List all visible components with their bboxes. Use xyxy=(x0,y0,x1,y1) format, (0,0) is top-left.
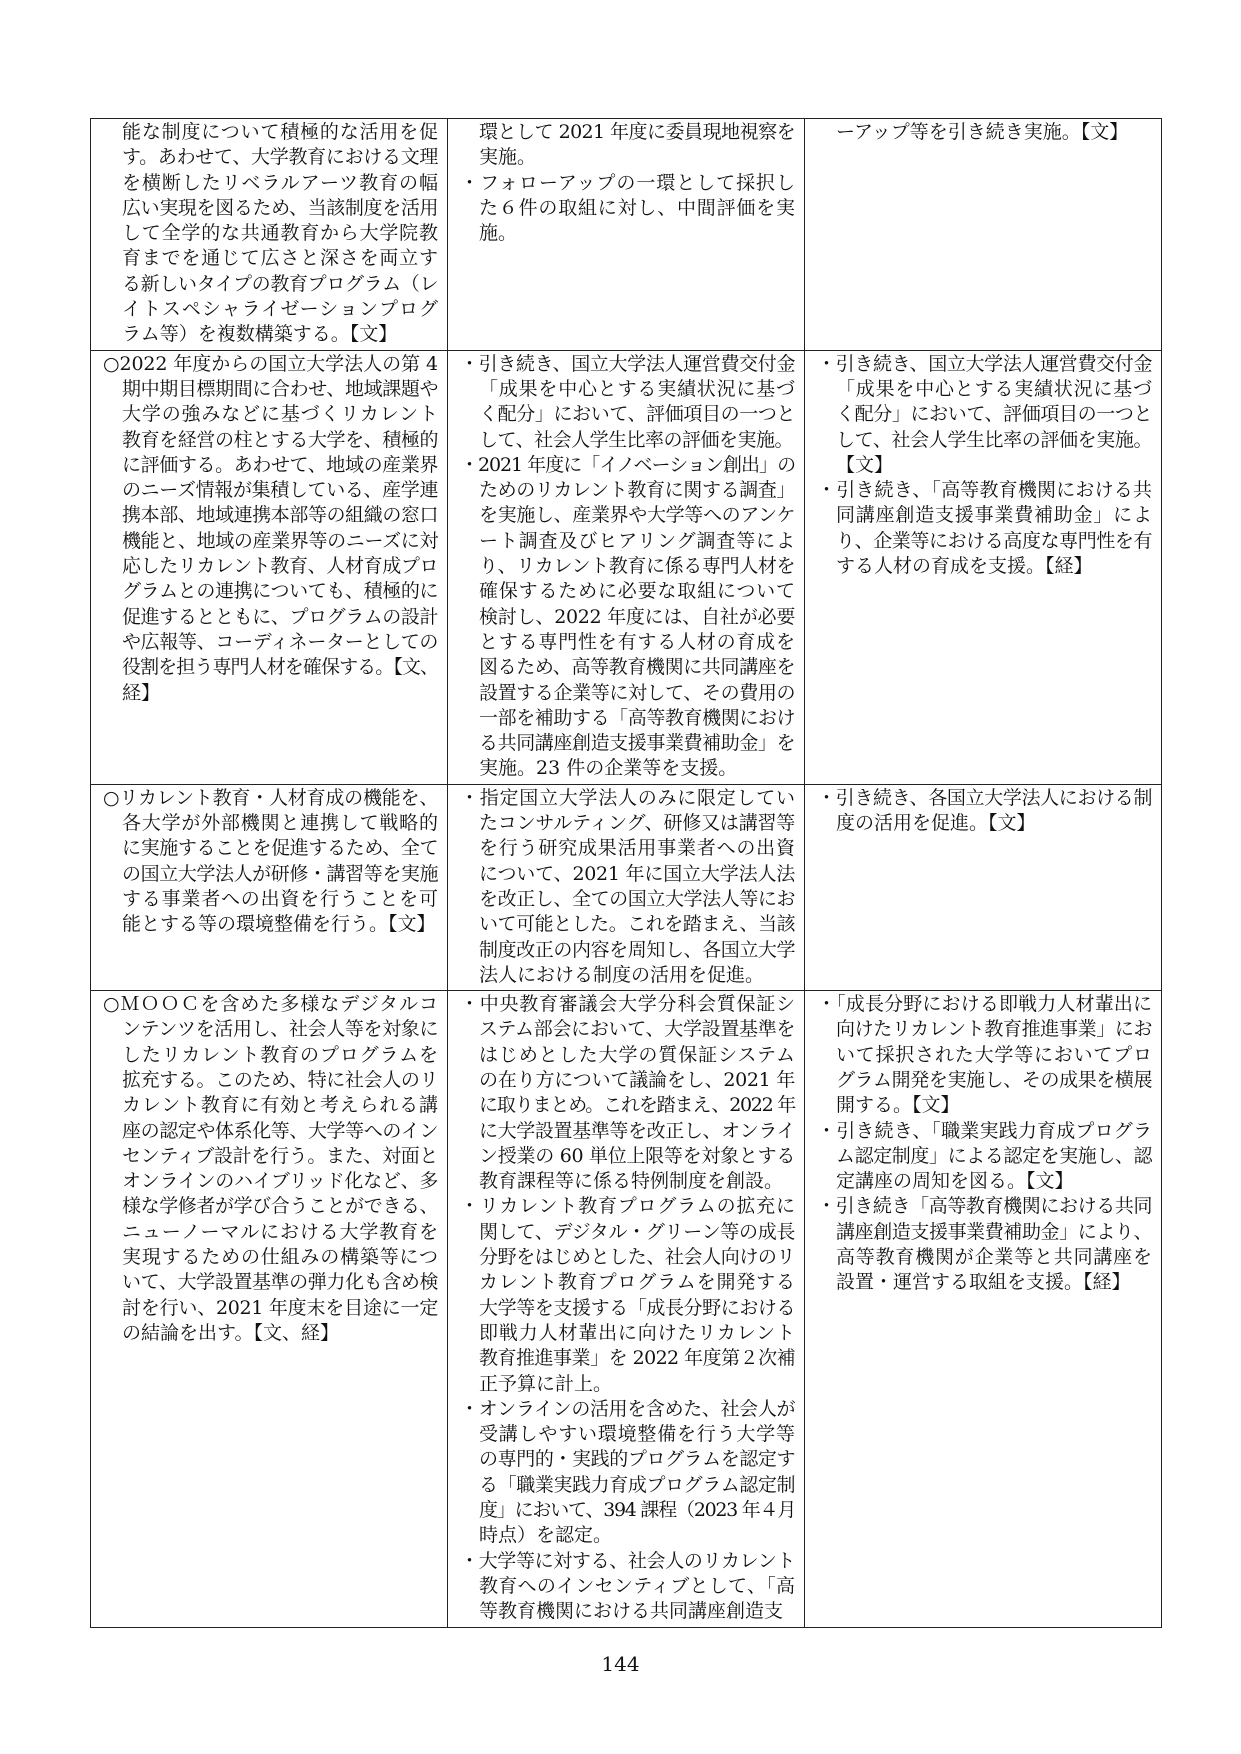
text-line: 定講座の周知を図る。【文】 xyxy=(836,1170,1074,1193)
text-line: を行う研究成果活用事業者への出資 xyxy=(479,837,795,860)
text-line: 環として 2021 年度に委員現地視察を xyxy=(479,121,795,143)
column-3-cell xyxy=(805,119,1162,351)
text-line: の結論を出す。【文、経】 xyxy=(122,1321,339,1344)
table-row xyxy=(91,991,1162,1627)
text-line: ステム部会において、大学設置基準を xyxy=(479,1018,795,1041)
text-line: ・引き続き「高等教育機関における共同 xyxy=(817,1195,1152,1218)
text-line: や広報等、コーディネーターとしての xyxy=(122,630,438,653)
text-line: ンテンツを活用し、社会人等を対象に xyxy=(122,1018,438,1041)
text-line: カレント教育プログラムを開発する xyxy=(479,1271,795,1294)
paragraph xyxy=(460,171,795,247)
text-line: 正予算に計上。 xyxy=(479,1372,613,1395)
paragraph xyxy=(460,1397,795,1549)
text-line: 応したリカレント教育、人材育成プロ xyxy=(122,555,438,578)
text-line: 拡充する。このため、特に社会人のリ xyxy=(122,1068,438,1091)
paragraph xyxy=(460,453,795,782)
text-line: 広い実現を図るため、当該制度を活用 xyxy=(122,196,438,219)
text-line: ・中央教育審議会大学分科会質保証シ xyxy=(460,993,795,1016)
text-line: オンラインのハイブリッド化など、多 xyxy=(122,1170,438,1193)
column-2-cell xyxy=(448,119,805,351)
text-line: ・2021 年度に「イノベーション創出」の xyxy=(460,453,795,476)
text-line: 各大学が外部機関と連携して戦略的 xyxy=(122,812,438,835)
text-line: して全学的な共通教育から大学院教 xyxy=(122,222,438,245)
text-line: する事業者への出資を行うことを可 xyxy=(122,887,438,910)
text-line: ・引き続き、各国立大学法人における制 xyxy=(817,786,1152,809)
paragraph xyxy=(460,120,795,171)
text-line: 法人における制度の活用を促進。 xyxy=(479,963,765,986)
text-line: り、リカレント教育に係る専門人材を xyxy=(479,555,795,578)
text-line: 確保するために必要な取組について xyxy=(479,580,795,603)
text-line: 即戦力人材輩出に向けたリカレント xyxy=(479,1321,795,1344)
column-1-cell xyxy=(91,991,448,1627)
text-line: の専門的・実践的プログラムを認定す xyxy=(479,1448,795,1471)
paragraph xyxy=(460,992,795,1194)
paragraph xyxy=(103,352,438,706)
table-row xyxy=(91,119,1162,351)
text-line: 教育へのインセンティブとして、「高 xyxy=(479,1574,795,1597)
text-line: ラム等）を複数構築する。【文】 xyxy=(122,323,398,346)
paragraph xyxy=(460,352,795,453)
text-line: 等教育機関における共同講座創造支 xyxy=(479,1600,784,1623)
text-line: 検討し、2022 年度には、自社が必要 xyxy=(479,605,795,628)
text-line: 大学等を支援する「成長分野における xyxy=(479,1296,795,1319)
column-2-cell xyxy=(448,784,805,990)
paragraph xyxy=(460,1194,795,1396)
text-line: 様な学修者が学び合うことができる、 xyxy=(122,1195,438,1218)
text-line: 大学の強みなどに基づくリカレント xyxy=(122,403,438,426)
text-line: 時点）を認定。 xyxy=(479,1524,613,1547)
page-number: 144 xyxy=(601,1652,640,1676)
text-line: る「職業実践力育成プログラム認定制 xyxy=(479,1473,795,1496)
text-line: ニューノーマルにおける大学教育を xyxy=(122,1220,438,1243)
text-line: 能な制度について積極的な活用を促 xyxy=(122,121,438,143)
text-line: グラム開発を実施し、その成果を横展 xyxy=(836,1068,1152,1091)
table-row xyxy=(91,784,1162,990)
text-line: 度」において、394 課程（2023 年４月 xyxy=(479,1499,795,1522)
text-line: る新しいタイプの教育プログラム（レ xyxy=(122,272,438,295)
text-line: 実施。23 件の企業等を支援。 xyxy=(479,757,738,780)
paragraph xyxy=(460,786,795,988)
column-2-cell xyxy=(448,350,805,784)
text-line: して、社会人学生比率の評価を実施。 xyxy=(836,428,1152,451)
text-line: 育までを通じて広さと深さを両立す xyxy=(122,247,438,270)
text-line: 機能と、地域の産業界等のニーズに対 xyxy=(122,529,438,552)
text-line: 設置・運営する取組を支援。【経】 xyxy=(836,1271,1131,1294)
text-line: 【文】 xyxy=(836,453,894,476)
text-line: いて、大学設置基準の弾力化も含め検 xyxy=(122,1271,438,1294)
column-1-cell xyxy=(91,784,448,990)
text-line: す。あわせて、大学教育における文理 xyxy=(122,146,438,169)
text-line: ・引き続き、「職業実践力育成プログラ xyxy=(817,1119,1152,1142)
paragraph xyxy=(817,478,1152,579)
text-line: 教育を経営の柱とする大学を、積極的 xyxy=(122,428,438,451)
paragraph xyxy=(817,1194,1152,1295)
text-line: 携本部、地域連携本部等の組織の窓口 xyxy=(122,504,438,527)
text-line: カレント教育に有効と考えられる講 xyxy=(122,1094,438,1117)
text-line: ○リカレント教育・人材育成の機能を、 xyxy=(103,786,438,809)
text-line: いて可能とした。これを踏まえ、当該 xyxy=(479,913,795,936)
text-line: とする専門性を有する人材の育成を xyxy=(479,630,795,653)
text-line: く配分」において、評価項目の一つと xyxy=(836,403,1152,426)
text-line: ート調査及びヒアリング調査等によ xyxy=(479,529,795,552)
text-line: ・大学等に対する、社会人のリカレント xyxy=(460,1549,795,1572)
text-line: 教育課程等に係る特例制度を創設。 xyxy=(479,1170,784,1193)
text-line: 開する。【文】 xyxy=(836,1094,960,1117)
text-line: く配分」において、評価項目の一つと xyxy=(479,403,795,426)
text-line: る共同講座創造支援事業費補助金」を xyxy=(479,732,795,755)
text-line: に大学設置基準等を改正し、オンライ xyxy=(479,1119,795,1142)
text-line: 設置する企業等に対して、その費用の xyxy=(479,681,795,704)
text-line: 一部を補助する「高等教育機関におけ xyxy=(479,706,795,729)
text-line: ○2022 年度からの国立大学法人の第 4 xyxy=(103,352,438,375)
text-line: 同講座創造支援事業費補助金」によ xyxy=(836,504,1152,527)
text-line: ・「成長分野における即戦力人材輩出に xyxy=(817,993,1152,1016)
text-line: の在り方について議論をし、2021 年 xyxy=(479,1068,795,1091)
text-line: 分野をはじめとした、社会人向けのリ xyxy=(479,1246,795,1269)
text-line: 向けたリカレント教育推進事業」にお xyxy=(836,1018,1152,1041)
paragraph xyxy=(817,120,1152,145)
text-line: について、2021 年に国立大学法人法 xyxy=(479,862,795,885)
text-line: の国立大学法人が研修・講習等を実施 xyxy=(122,862,438,885)
text-line: 経】 xyxy=(122,681,161,704)
paragraph xyxy=(103,120,438,348)
paragraph xyxy=(817,1119,1152,1195)
text-line: 図るため、高等教育機関に共同講座を xyxy=(479,656,795,679)
paragraph xyxy=(103,786,438,938)
text-line: したリカレント教育のプログラムを xyxy=(122,1043,438,1066)
text-line: 受講しやすい環境整備を行う大学等 xyxy=(479,1423,795,1446)
text-line: 役割を担う専門人材を確保する。【文、 xyxy=(122,656,438,679)
table-row xyxy=(91,350,1162,784)
text-line: いて採択された大学等においてプロ xyxy=(836,1043,1152,1066)
text-line: ・引き続き、国立大学法人運営費交付金 xyxy=(460,352,795,375)
text-line: 期中期目標期間に合わせ、地域課題や xyxy=(122,377,438,400)
text-line: して、社会人学生比率の評価を実施。 xyxy=(479,428,793,451)
text-line: を横断したリベラルアーツ教育の幅 xyxy=(122,171,438,194)
text-line: 実現するための仕組みの構築等につ xyxy=(122,1246,438,1269)
text-line: り、企業等における高度な専門性を有 xyxy=(836,529,1152,552)
text-line: を改正し、全ての国立大学法人等にお xyxy=(479,887,795,910)
text-line: ・引き続き、国立大学法人運営費交付金 xyxy=(817,352,1152,375)
text-line: 能とする等の環境整備を行う。【文】 xyxy=(122,913,436,936)
text-line: ・フォローアップの一環として採択し xyxy=(460,171,795,194)
text-line: はじめとした大学の質保証システム xyxy=(479,1043,795,1066)
text-line: 討を行い、2021 年度末を目途に一定 xyxy=(122,1296,438,1319)
text-line: 実施。 xyxy=(479,146,537,169)
text-line: ・オンラインの活用を含めた、社会人が xyxy=(460,1397,795,1420)
text-line: 座の認定や体系化等、大学等へのイン xyxy=(122,1119,438,1142)
text-line: に取りまとめ。これを踏まえ、2022 年 xyxy=(479,1094,795,1117)
content-table xyxy=(90,118,1162,1628)
text-line: ・引き続き、「高等教育機関における共 xyxy=(817,479,1152,502)
text-line: グラムとの連携についても、積極的に xyxy=(122,580,438,603)
text-line: を実施し、産業界や大学等へのアンケ xyxy=(479,504,795,527)
text-line: ン授業の 60 単位上限等を対象とする xyxy=(479,1144,795,1167)
paragraph xyxy=(817,992,1152,1118)
column-3-cell xyxy=(805,991,1162,1627)
column-2-cell xyxy=(448,991,805,1627)
text-line: ム認定制度」による認定を実施し、認 xyxy=(836,1144,1152,1167)
paragraph xyxy=(460,1549,795,1625)
paragraph xyxy=(103,992,438,1346)
text-line: ためのリカレント教育に関する調査」 xyxy=(479,479,795,502)
text-line: する人材の育成を支援。【経】 xyxy=(836,555,1093,578)
text-line: 制度改正の内容を周知し、各国立大学 xyxy=(479,938,795,961)
column-1-cell xyxy=(91,119,448,351)
text-line: 度の活用を促進。【文】 xyxy=(836,812,1036,835)
text-line: ・リカレント教育プログラムの拡充に xyxy=(460,1195,795,1218)
text-line: イトスペシャライゼーションプログ xyxy=(122,298,438,321)
text-line: センティブ設計を行う。また、対面と xyxy=(122,1144,438,1167)
paragraph xyxy=(817,352,1152,478)
text-line: たコンサルティング、研修又は講習等 xyxy=(479,812,795,835)
text-line: た６件の取組に対し、中間評価を実 xyxy=(479,196,795,219)
text-line: 関して、デジタル・グリーン等の成長 xyxy=(479,1220,795,1243)
column-1-cell xyxy=(91,350,448,784)
text-line: ○ＭＯＯＣを含めた多様なデジタルコ xyxy=(103,993,438,1016)
paragraph xyxy=(817,786,1152,837)
text-line: 施。 xyxy=(479,222,518,245)
table-body xyxy=(91,119,1162,1628)
text-line: 教育推進事業」を 2022 年度第２次補 xyxy=(479,1347,795,1370)
text-line: のニーズ情報が集積している、産学連 xyxy=(122,479,438,502)
text-line: ・指定国立大学法人のみに限定してい xyxy=(460,786,795,809)
text-line: 高等教育機関が企業等と共同講座を xyxy=(836,1246,1152,1269)
text-line: 「成果を中心とする実績状況に基づ xyxy=(479,377,795,400)
column-3-cell xyxy=(805,784,1162,990)
text-line: 講座創造支援事業費補助金」により、 xyxy=(836,1220,1152,1243)
text-line: 促進するとともに、プログラムの設計 xyxy=(122,605,438,628)
text-line: に評価する。あわせて、地域の産業界 xyxy=(122,453,438,476)
text-line: ーアップ等を引き続き実施。【文】 xyxy=(836,121,1129,143)
text-line: 「成果を中心とする実績状況に基づ xyxy=(836,377,1152,400)
column-3-cell xyxy=(805,350,1162,784)
text-line: に実施することを促進するため、全て xyxy=(122,837,438,860)
